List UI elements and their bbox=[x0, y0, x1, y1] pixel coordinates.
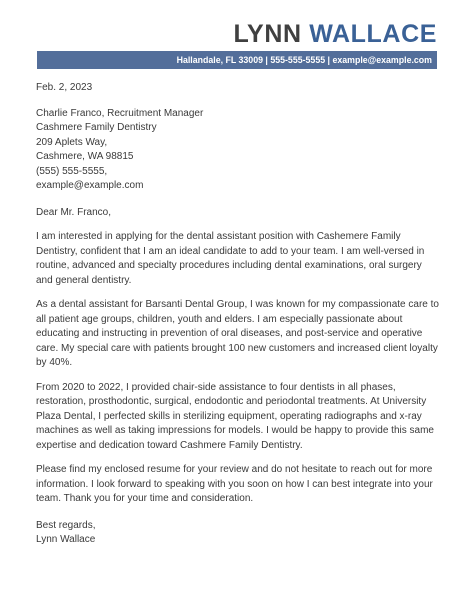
recipient-company: Cashmere Family Dentistry bbox=[36, 122, 157, 133]
paragraph-experience-barsanti: As a dental assistant for Barsanti Dental Group, I was known for my compassionate care to all patient age groups, children, youth and elders. I am especially passionate about educating and instructing in prevention of oral diseases, and post-service and operative care. My special care with patients brought 100 new customers and increased client loyalty by 40%. bbox=[36, 299, 439, 368]
recipient-street: 209 Aplets Way, bbox=[36, 136, 108, 148]
signature-name: Lynn Wallace bbox=[36, 534, 96, 545]
paragraph-closing-remarks: Please find my enclosed resume for your review and do not hesitate to reach out for more information. I look forward to speaking with you soon on how I can best integrate into your team. Thank you for your time and consideration. bbox=[36, 464, 433, 504]
paragraph-experience-university-plaza: From 2020 to 2022, I provided chair-side assistance to four dentists in all phases, restoration, prosthodontic, surgical, endodontic and periodontal treatments. At University Plaza Dental, I perfected skills in sterilizing equipment, operating radiographs and x-ray machines as well as taking impressions for models. I would be happy to provide this same expertise and dedication toward Cashmere Family Dentistry. bbox=[36, 381, 434, 451]
recipient-city-state-zip: Cashmere, WA 98815 bbox=[36, 151, 134, 162]
salutation: Dear Mr. Franco, bbox=[36, 206, 112, 218]
applicant-name-heading bbox=[233, 19, 437, 49]
recipient-name-title: Charlie Franco, Recruitment Manager bbox=[36, 107, 204, 119]
letter-body bbox=[36, 81, 440, 548]
first-name: LYNN bbox=[233, 20, 302, 48]
recipient-address-block bbox=[36, 107, 440, 194]
paragraph-intro: I am interested in applying for the dental assistant position with Cashemere Family Dentistry, confident that I am an ideal candidate to add to your team. I am well-versed in routine, advanced and specialty procedures including dental examinations, oral surgery and general dentistry. bbox=[36, 231, 425, 286]
letter-date: Feb. 2, 2023 bbox=[36, 82, 93, 93]
recipient-email: example@example.com bbox=[36, 180, 144, 191]
contact-info-bar bbox=[37, 51, 437, 69]
last-name: WALLACE bbox=[309, 20, 437, 48]
contact-info-text: Hallandale, FL 33009 | 555-555-5555 | example@example.com bbox=[176, 55, 432, 65]
closing-phrase: Best regards, bbox=[36, 519, 96, 531]
recipient-phone: (555) 555-5555, bbox=[36, 165, 108, 177]
